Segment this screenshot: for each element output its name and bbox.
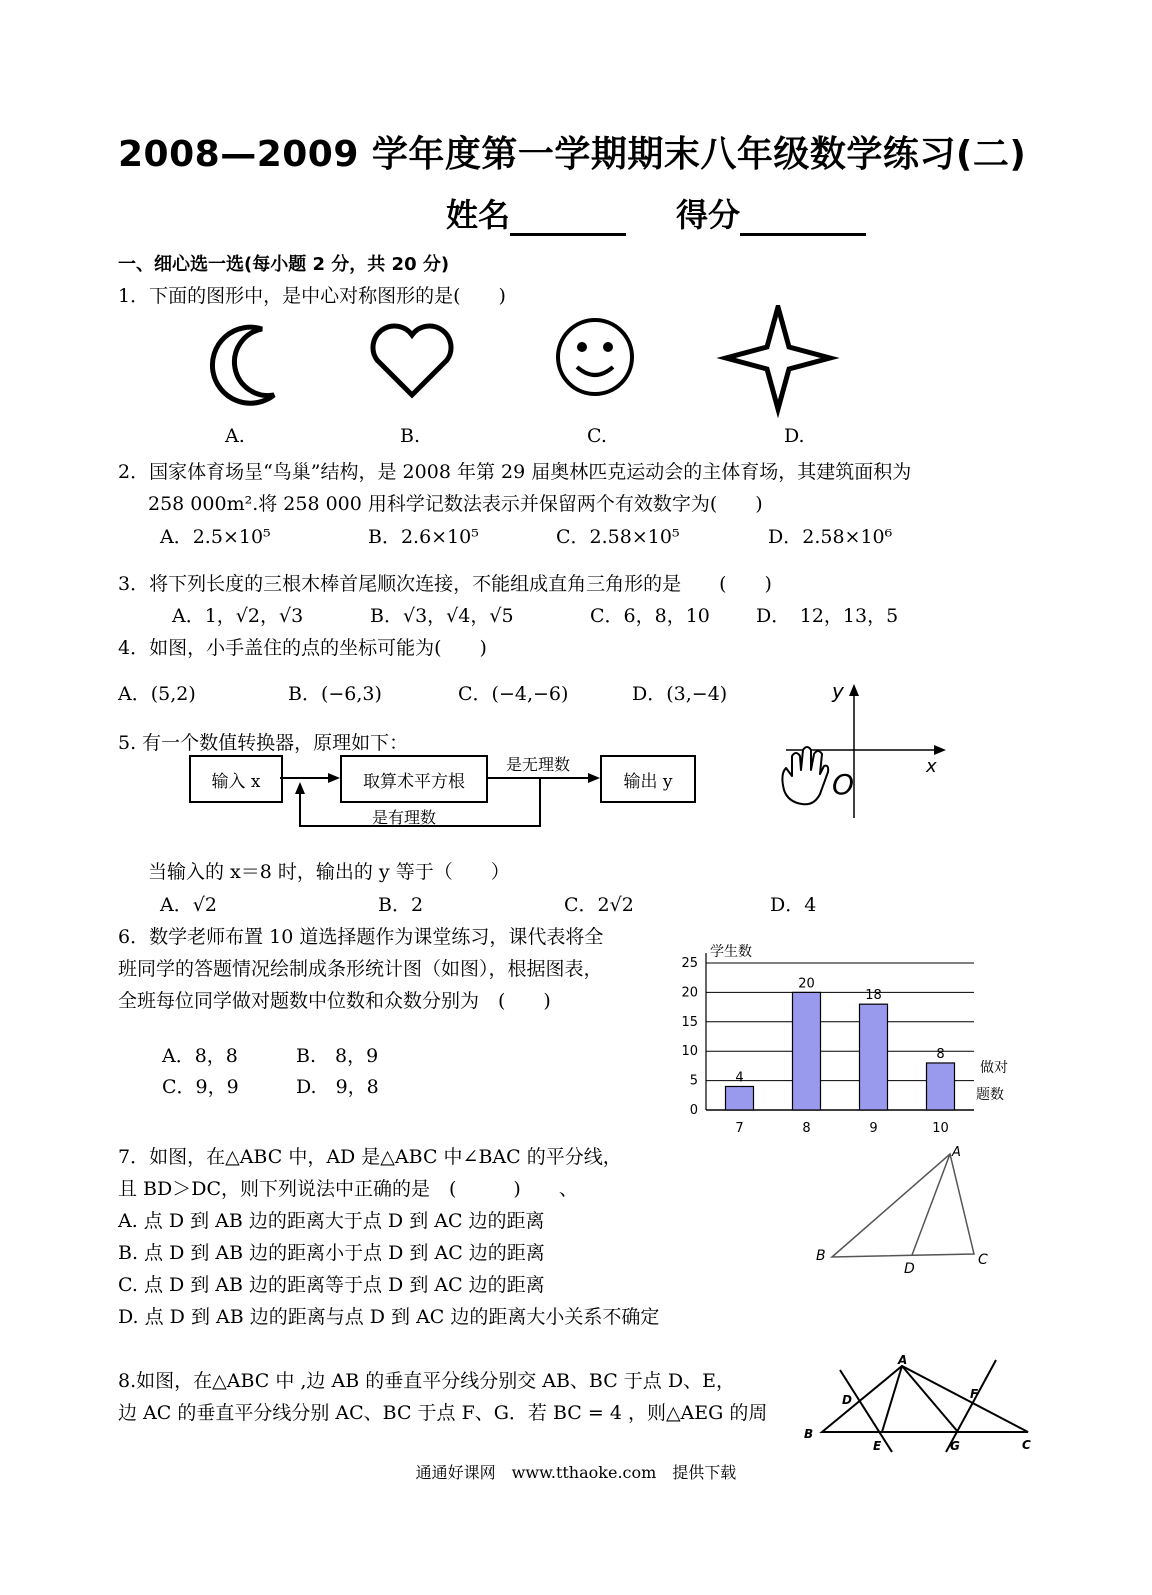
- chart-xlabel-line1: 做对: [980, 1060, 1008, 1076]
- point-e-label: E: [873, 1439, 882, 1453]
- x-axis-label: x: [926, 756, 937, 777]
- chart-ytick-label: 25: [681, 956, 698, 971]
- arrow-icon: [588, 773, 600, 783]
- q3-option-d: D． 12，13，5: [756, 605, 899, 627]
- box-input-x: 输入 x: [189, 755, 283, 803]
- page-title: 2008—2009 学年度第一学期期末八年级数学练习(二): [118, 134, 1027, 175]
- name-label: 姓名: [446, 196, 511, 234]
- point-a-label: A: [898, 1353, 908, 1367]
- q6-option-c: C．9，9: [162, 1076, 239, 1098]
- q7-option-b: B. 点 D 到 AB 边的距离小于点 D 到 AC 边的距离: [118, 1242, 545, 1264]
- q4-option-d: D．(3,−4): [632, 683, 728, 705]
- q7-option-d: D. 点 D 到 AB 边的距离与点 D 到 AC 边的距离大小关系不确定: [118, 1306, 660, 1328]
- footer: 通通好课网 www.tthaoke.com 提供下载: [415, 1463, 737, 1482]
- box-output-y: 输出 y: [600, 755, 696, 803]
- chart-bar: [793, 992, 821, 1110]
- chart-bar: [860, 1004, 888, 1110]
- name-field: [446, 190, 626, 236]
- q4-stem: 4．如图，小手盖住的点的坐标可能为( ): [118, 637, 487, 659]
- q1-label-d: D.: [784, 425, 805, 447]
- q4-option-a: A．(5,2): [118, 683, 196, 705]
- point-d-label: D: [842, 1393, 852, 1407]
- q1-label-c: C.: [587, 425, 607, 447]
- chart-xtick-label: 10: [932, 1121, 949, 1135]
- chart-ytick-label: 0: [689, 1103, 698, 1118]
- chart-bar: [927, 1063, 955, 1110]
- bisector-ad: [912, 1154, 950, 1255]
- name-blank: [510, 203, 626, 236]
- arrow-icon: [328, 773, 340, 783]
- point-c-label: C: [1022, 1438, 1031, 1452]
- q1-stem: 1．下面的图形中，是中心对称图形的是( ): [118, 285, 506, 307]
- segment-ag: [902, 1366, 958, 1432]
- q1-label-b: B.: [400, 425, 421, 447]
- four-pointed-star-icon: [726, 307, 830, 409]
- origin-label: O: [832, 768, 855, 801]
- q5-option-b: B．2: [378, 894, 424, 916]
- q8-line2: 边 AC 的垂直平分线分别 AC、BC 于点 F、G．若 BC = 4 ，则△AEG 的周: [118, 1402, 768, 1424]
- q6-option-d: D. 9，8: [296, 1076, 379, 1098]
- chart-xtick-label: 9: [869, 1121, 878, 1135]
- chart-ytick-label: 10: [681, 1044, 698, 1060]
- q4-option-c: C．(−4,−6): [458, 683, 569, 705]
- q3-option-c: C．6，8，10: [590, 605, 710, 627]
- chart-ytick-label: 20: [681, 985, 698, 1001]
- q6-line1: 6．数学老师布置 10 道选择题作为课堂练习，课代表将全: [118, 926, 604, 948]
- q7-line2: 且 BD＞DC，则下列说法中正确的是 ( ) 、: [118, 1178, 578, 1200]
- q6-line3: 全班每位同学做对题数中位数和众数分别为 ( ): [118, 990, 551, 1012]
- q2-line1: 2．国家体育场呈“鸟巢”结构，是 2008 年第 29 届奥林匹克运动会的主体育场，其建筑面积为: [118, 461, 912, 483]
- point-d-label: D: [904, 1261, 915, 1277]
- q1-figures: [190, 305, 850, 420]
- box-sqrt: 取算术平方根: [340, 755, 488, 803]
- q6-line2: 班同学的答题情况绘制成条形统计图（如图），根据图表，: [118, 958, 603, 980]
- chart-xlabel-line2: 题数: [976, 1087, 1004, 1103]
- y-axis-arrow-icon: [849, 684, 859, 696]
- q7-option-a: A. 点 D 到 AB 边的距离大于点 D 到 AC 边的距离: [118, 1210, 545, 1232]
- q5-option-c: C．2√2: [564, 894, 634, 916]
- section-heading: 一、细心选一选(每小题 2 分，共 20 分): [118, 254, 450, 275]
- q5-question: 当输入的 x＝8 时，输出的 y 等于（ ）: [148, 861, 510, 883]
- point-g-label: G: [950, 1439, 960, 1453]
- x-axis-arrow-icon: [934, 745, 946, 755]
- q7-line1: 7．如图，在△ABC 中，AD 是△ABC 中∠BAC 的平分线，: [118, 1146, 622, 1168]
- heart-icon: [373, 326, 451, 395]
- q2-option-a: A．2.5×10⁵: [160, 526, 271, 548]
- point-a-label: A: [952, 1145, 961, 1160]
- chart-ylabel: 学生数: [710, 944, 752, 960]
- q4-option-b: B．(−6,3): [288, 683, 382, 705]
- chart-data-label: 4: [735, 1070, 744, 1086]
- chart-ytick-label: 5: [689, 1073, 698, 1089]
- label-irrational: 是无理数: [506, 755, 571, 774]
- smiley-face-icon: [558, 320, 632, 394]
- score-field: [676, 190, 866, 236]
- q3-option-b: B．√3，√4，√5: [370, 605, 514, 627]
- q3-option-a: A．1，√2，√3: [172, 605, 304, 627]
- arrow-icon: [295, 782, 305, 794]
- hand-icon: [782, 747, 828, 804]
- point-f-label: F: [970, 1387, 979, 1401]
- q3-stem: 3．将下列长度的三根木棒首尾顺次连接，不能组成直角三角形的是 ( ): [118, 573, 772, 595]
- q8-triangle-figure: [800, 1352, 1036, 1456]
- chart-data-label: 20: [798, 976, 815, 992]
- q5-stem: 5. 有一个数值转换器，原理如下：: [118, 732, 409, 754]
- q1-label-a: A.: [225, 425, 245, 447]
- chart-xtick-label: 8: [802, 1121, 811, 1135]
- q2-option-c: C．2.58×10⁵: [556, 526, 680, 548]
- label-rational: 是有理数: [372, 808, 437, 827]
- y-axis-label: y: [832, 679, 844, 703]
- chart-xtick-label: 7: [735, 1121, 744, 1135]
- point-b-label: B: [816, 1248, 826, 1264]
- score-blank: [740, 203, 866, 236]
- q6-bar-chart: [666, 935, 1046, 1135]
- q7-option-c: C. 点 D 到 AB 边的距离等于点 D 到 AC 边的距离: [118, 1274, 545, 1296]
- chart-data-label: 18: [865, 988, 882, 1004]
- q7-triangle-figure: [810, 1140, 1000, 1280]
- q8-line1: 8.如图，在△ABC 中 ,边 AB 的垂直平分线分别交 AB、BC 于点 D、E，: [118, 1370, 735, 1392]
- crescent-moon-icon: [212, 327, 274, 403]
- chart-ytick-label: 15: [681, 1014, 698, 1030]
- q6-option-b: B. 8，9: [296, 1045, 379, 1067]
- q6-option-a: A．8，8: [162, 1045, 238, 1067]
- q4-coordinate-figure: [770, 678, 950, 826]
- chart-data-label: 8: [936, 1046, 945, 1062]
- q2-line2: 258 000m².将 258 000 用科学记数法表示并保留两个有效数字为( ): [148, 493, 763, 515]
- point-b-label: B: [804, 1427, 814, 1441]
- chart-bar: [726, 1086, 754, 1110]
- q5-option-a: A．√2: [160, 894, 217, 916]
- q5-option-d: D．4: [770, 894, 817, 916]
- q2-option-b: B．2.6×10⁵: [368, 526, 479, 548]
- score-label: 得分: [676, 196, 741, 234]
- segment-ae: [882, 1366, 902, 1432]
- point-c-label: C: [978, 1252, 988, 1268]
- q2-option-d: D．2.58×10⁶: [768, 526, 893, 548]
